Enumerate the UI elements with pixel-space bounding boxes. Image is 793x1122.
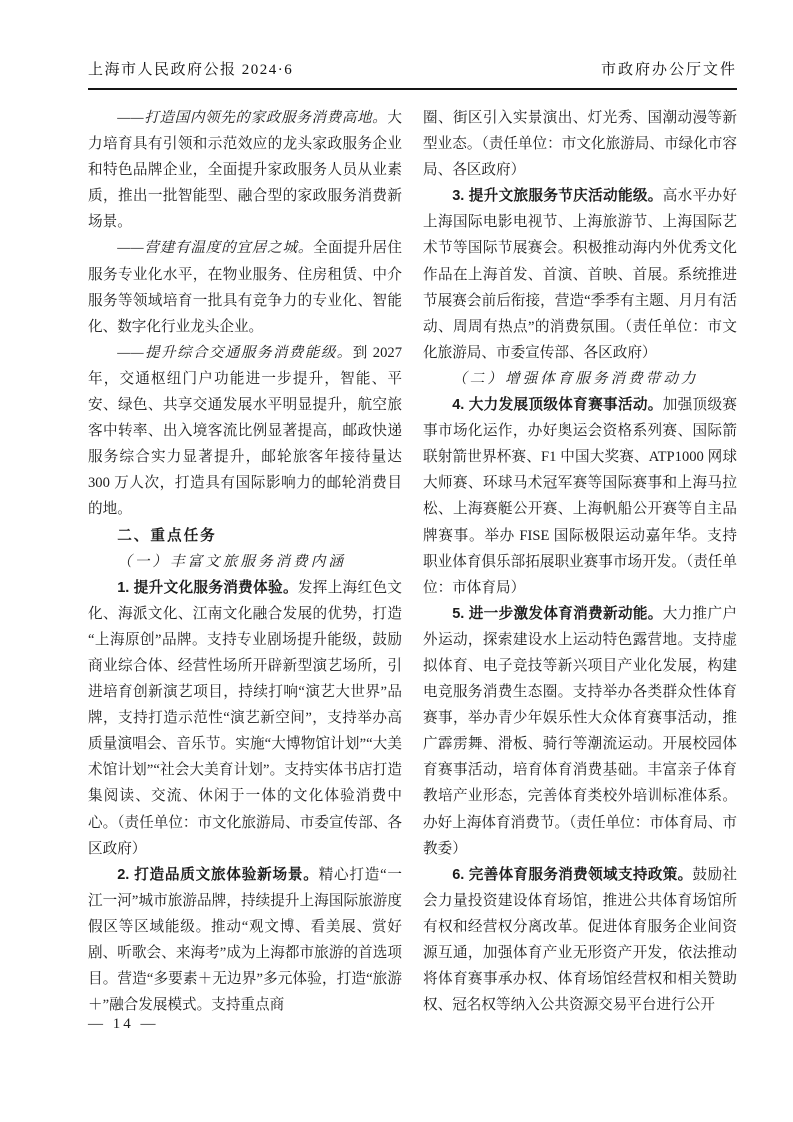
document-category: 市政府办公厅文件: [600, 62, 737, 78]
paragraph-text: 加强顶级赛事市场化运作，办好奥运会资格系列赛、国际箭联射箭世界杯赛、F1 中国大奖赛、ATP1000 网球大师赛、环球马术冠军赛等国际赛事和上海马拉松、上海赛艇公开赛、上海帆船公开赛等自主品牌赛事。举办 FISE 国际极限运动嘉年华。支持职业体育俱乐部拓展职业赛事市场开发。（责任单位：市体育局）: [423, 397, 737, 596]
paragraph-lead: 6. 完善体育服务消费领域支持政策。: [452, 866, 693, 883]
two-column-body: [88, 105, 737, 1018]
paragraph-item-2: [88, 862, 402, 1019]
gazette-title: 上海市人民政府公报 2024·6: [88, 62, 294, 78]
paragraph-livable-city: [88, 235, 402, 339]
paragraph-lead: ——打造国内领先的家政服务消费高地。: [117, 110, 388, 126]
page-footer: [88, 1016, 159, 1033]
paragraph-text: 精心打造“一江一河”城市旅游品牌，持续提升上海国际旅游度假区等区域能级。推动“观文博、看美展、赏好剧、听歌会、来海考”成为上海都市旅游的首选项目。营造“多要素＋无边界”多元体验，打造“旅游＋”融合发展模式。支持重点商: [88, 866, 402, 1014]
paragraph-text: 全面提升居住服务专业化水平，在物业服务、住房租赁、中介服务等领域培育一批具有竞争力的专业化、智能化、数字化行业龙头企业。: [88, 240, 402, 335]
paragraph-item-2-continuation: [423, 105, 737, 183]
paragraph-text: 大力培育具有引领和示范效应的龙头家政服务企业和特色品牌企业，全面提升家政服务人员从业素质，推出一批智能型、融合型的家政服务消费新场景。: [88, 110, 402, 231]
paragraph-lead: 2. 打造品质文旅体验新场景。: [117, 866, 319, 883]
right-column: [423, 105, 737, 1018]
paragraph-text: 鼓励社会力量投资建设体育场馆，推进公共体育场馆所有权和经营权分离改革。促进体育服务企业间资源互通，加强体育产业无形资产开发，依法推动将体育赛事承办权、体育场馆经营权和相关赞助权、冠名权等纳入公共资源交易平台进行公开: [423, 866, 737, 1014]
sub-heading-sports: （二）增强体育服务消费带动力: [452, 370, 699, 387]
page-header: [88, 58, 737, 79]
paragraph-lead: ——营建有温度的宜居之城。: [117, 240, 314, 257]
paragraph-lead: 1. 提升文化服务消费体验。: [117, 579, 298, 596]
page-number: — 14 —: [88, 1016, 159, 1032]
paragraph-lead: 4. 大力发展顶级体育赛事活动。: [452, 397, 663, 414]
paragraph-lead: 5. 进一步激发体育消费新动能。: [452, 605, 663, 622]
paragraph-transport: [88, 340, 402, 523]
paragraph-text: 到 2027 年，交通枢纽门户功能进一步提升，智能、平安、绿色、共享交通发展水平明显提升，航空旅客中转率、出入境客流比例显著提高，邮政快递服务综合实力显著提升，邮轮旅客年接待量达 300 万人次，打造具有国际影响力的邮轮消费目的地。: [88, 344, 402, 518]
paragraph-item-6: [423, 862, 737, 1019]
paragraph-text: 高水平办好上海国际电影电视节、上海旅游节、上海国际艺术节等国际节展赛会。积极推动海内外优秀文化作品在上海首发、首演、首映、首展。系统推进节展赛会前后衔接，营造“季季有主题、月月有活动、周周有热点”的消费氛围。（责任单位：市文化旅游局、市委宣传部、各区政府）: [423, 188, 737, 361]
header-divider: [88, 88, 737, 90]
paragraph-item-5: [423, 601, 737, 862]
paragraph-text: 发挥上海红色文化、海派文化、江南文化融合发展的优势，打造“上海原创”品牌。支持专业剧场提升能级，鼓励商业综合体、经营性场所开辟新型演艺场所，引进培育创新演艺项目，持续打响“演艺大世界”品牌，支持打造示范性“演艺新空间”，支持举办高质量演唱会、音乐节。实施“大博物馆计划”“大美术馆计划”“社会大美育计划”。支持实体书店打造集阅读、交流、休闲于一体的文化体验消费中心。（责任单位：市文化旅游局、市委宣传部、各区政府）: [88, 579, 402, 857]
paragraph-item-1: [88, 575, 402, 862]
paragraph-item-3: [423, 183, 737, 366]
paragraph-text: 大力推广户外运动，探索建设水上运动特色露营地。支持虚拟体育、电子竞技等新兴项目产业化发展，构建电竞服务消费生态圈。支持举办各类群众性体育赛事，举办青少年娱乐性大众体育赛事活动，推广霹雳舞、滑板、骑行等潮流运动。开展校园体育赛事活动，培育体育消费基础。丰富亲子体育教培产业形态，完善体育类校外培训标准体系。办好上海体育消费节。（责任单位：市体育局、市教委）: [423, 605, 737, 857]
paragraph-lead: 3. 提升文旅服务节庆活动能级。: [452, 188, 663, 205]
paragraph-home-services: [88, 105, 402, 235]
paragraph-text: 圈、街区引入实景演出、灯光秀、国潮动漫等新型业态。（责任单位：市文化旅游局、市绿化市容局、各区政府）: [423, 110, 737, 179]
sub-heading-culture-tourism: （一）丰富文旅服务消费内涵: [117, 553, 346, 570]
page-content: [88, 58, 737, 1018]
paragraph-lead: ——提升综合交通服务消费能级。: [117, 344, 353, 361]
section-heading-key-tasks: 二、重点任务: [117, 527, 217, 544]
left-column: [88, 105, 402, 1018]
paragraph-item-4: [423, 392, 737, 601]
